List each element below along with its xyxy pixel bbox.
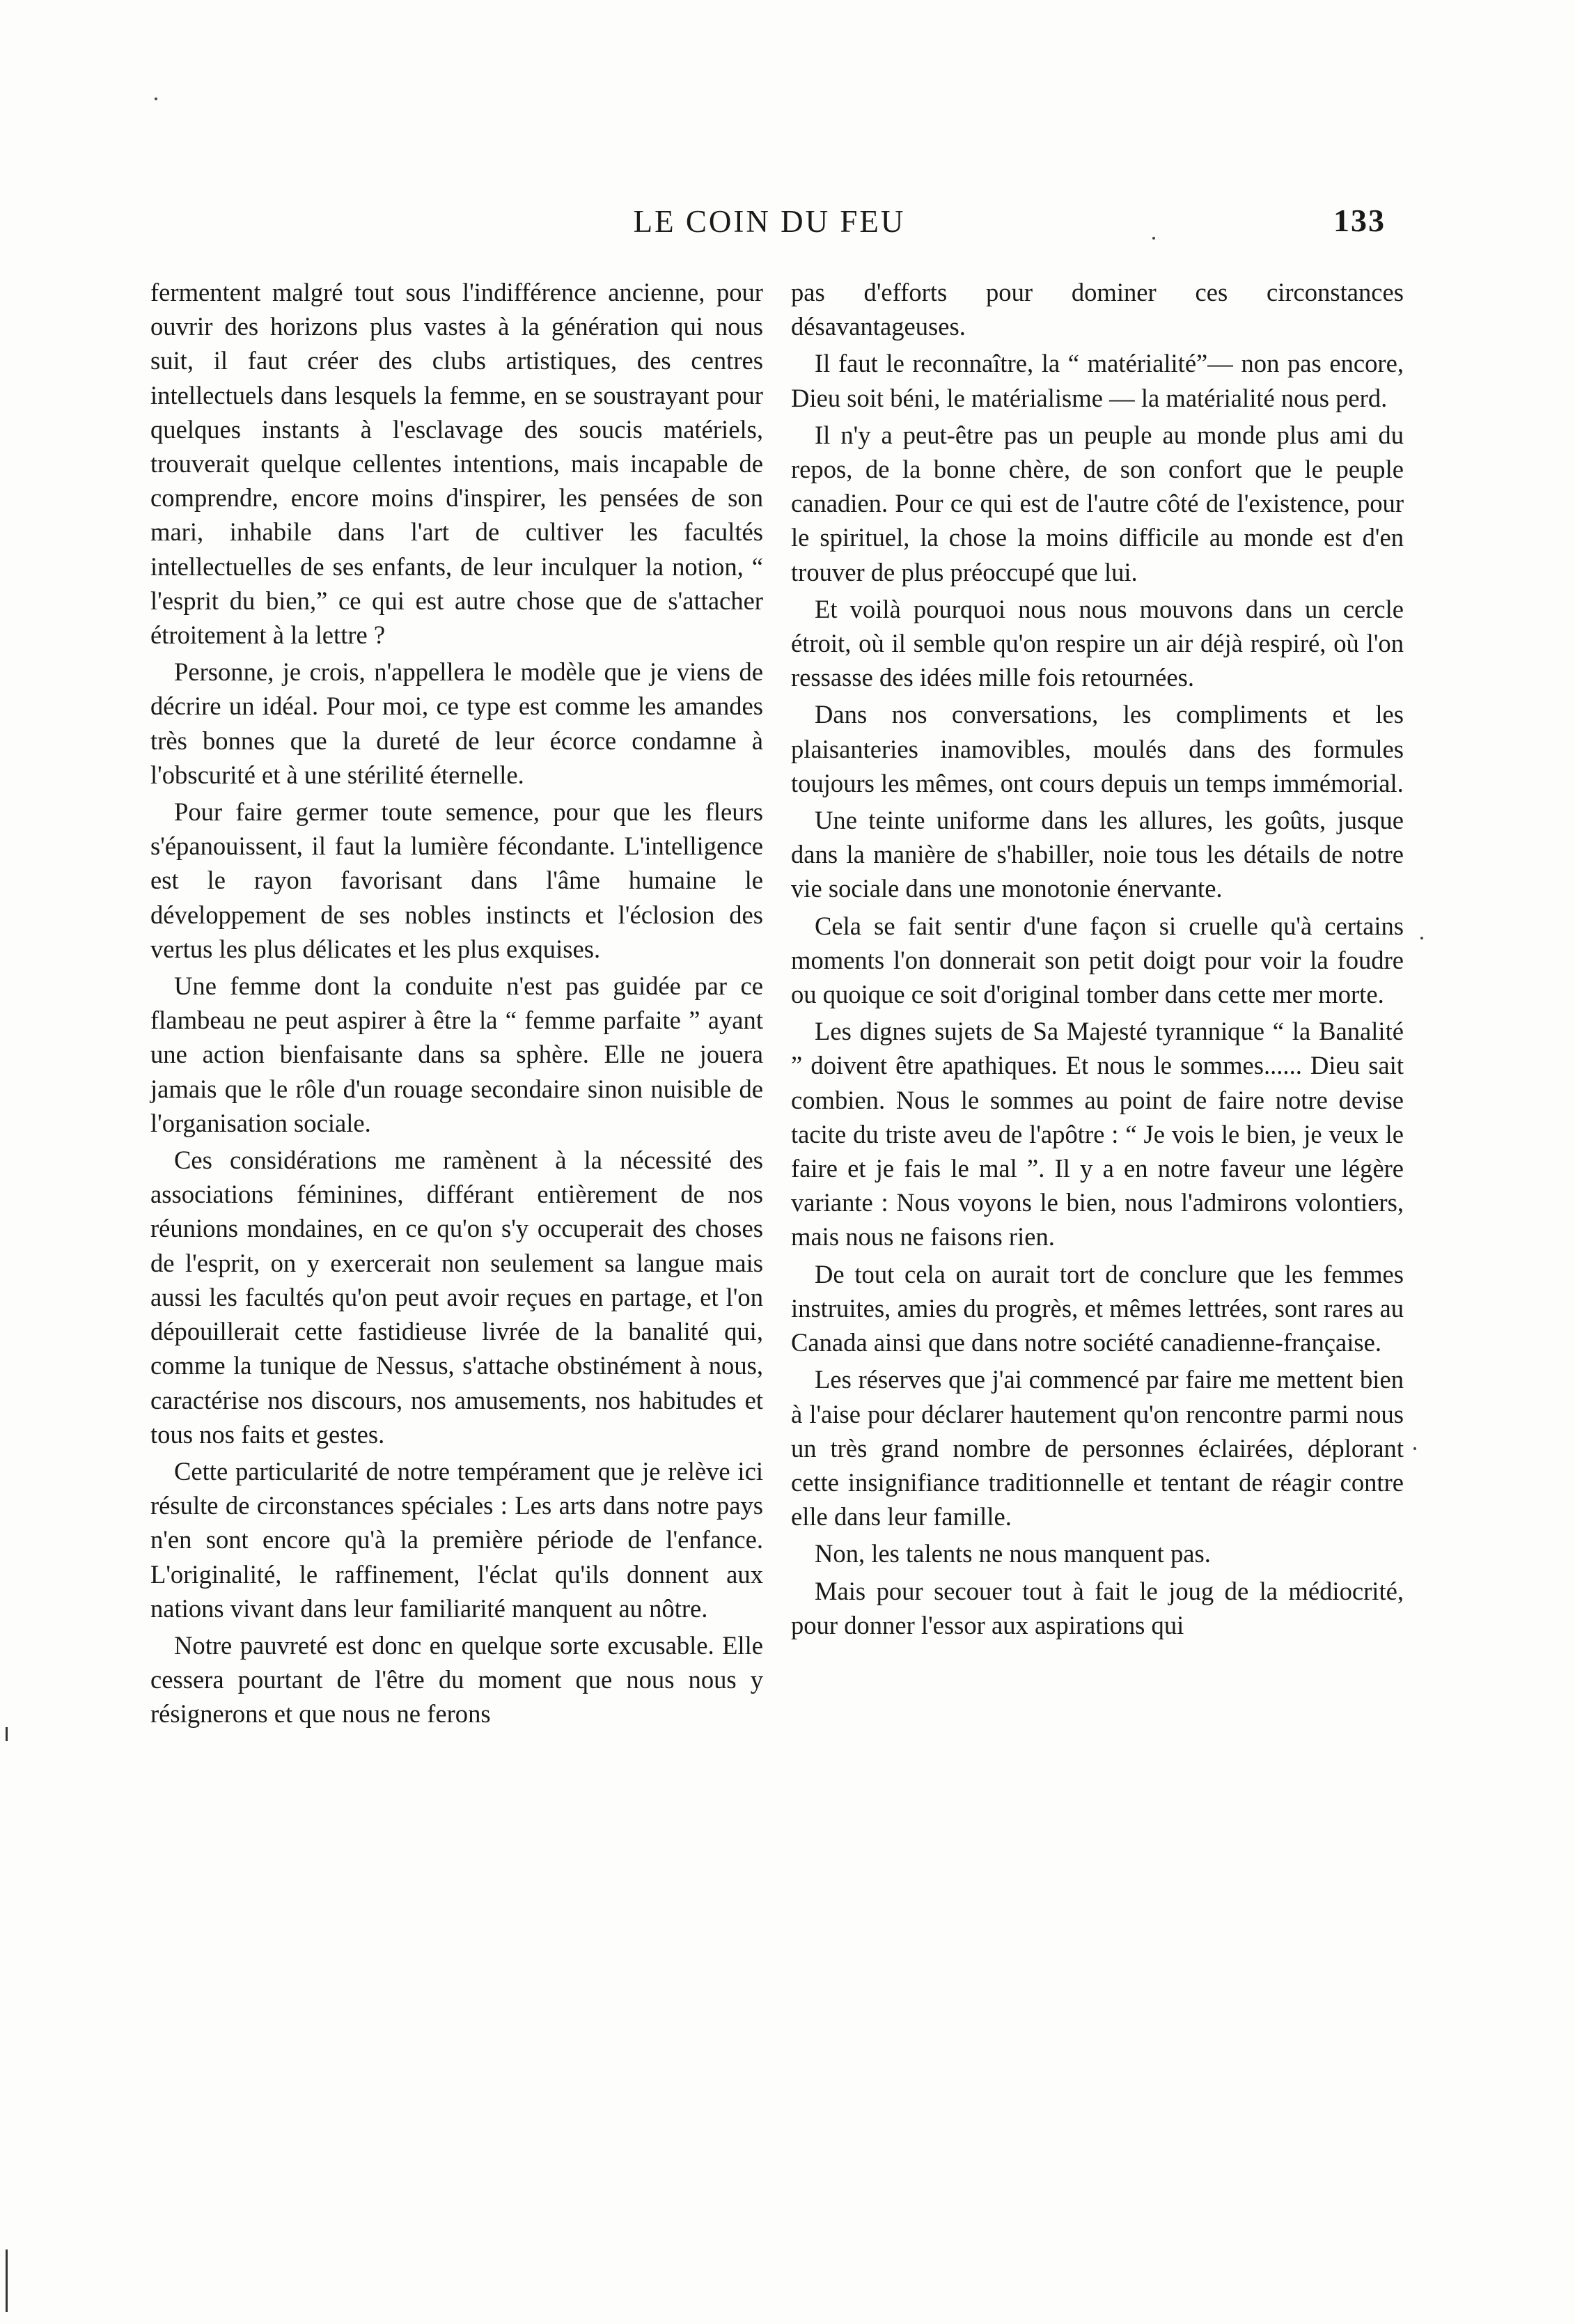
scan-speck <box>155 98 157 100</box>
page-number: 133 <box>1333 203 1386 238</box>
paragraph: pas d'efforts pour dominer ces circonstances désavantageuses. <box>791 278 1404 341</box>
paragraph: Il n'y a peut-être pas un peuple au monde plus ami du repos, de la bonne chère, de son confort que le peuple canadien. Pour ce qui est de l'autre côté de l'existence, pour le spirituel, la chose la moins difficile au monde est d'en trouver de plus préoccupé que lui. <box>791 420 1404 586</box>
paragraph: Il faut le reconnaître, la “ matérialité”— non pas encore, Dieu soit béni, le matérialisme — la matérialité nous perd. <box>791 349 1404 412</box>
scan-speck <box>1413 1447 1416 1450</box>
right-column <box>791 275 1404 1645</box>
paragraph: De tout cela on aurait tort de conclure que les femmes instruites, amies du progrès, et mêmes lettrées, sont rares au Canada ainsi que dans notre société canadienne-française. <box>791 1259 1404 1357</box>
paragraph: Pour faire germer toute semence, pour que les fleurs s'épanouissent, il faut la lumière fécondante. L'intelligence est le rayon favorisant dans l'âme humaine le développement de ses nobles instincts et l'éclosion des vertus les plus délicates et les plus exquises. <box>150 797 763 963</box>
paragraph: Ces considérations me ramènent à la nécessité des associations féminines, différant entièrement de nos réunions mondaines, en ce qu'on s'y occuperait des choses de l'esprit, on y exercerait non seulement sa langue mais aussi les facultés qu'on peut avoir reçues en partage, et l'on dépouillerait cette fastidieuse livrée de la banalité qui, comme la tunique de Nessus, s'attache obstinément à nous, caractérise nos discours, nos amusements, nos habitudes et tous nos faits et gestes. <box>150 1146 763 1449</box>
paragraph: Et voilà pourquoi nous nous mouvons dans un cercle étroit, où il semble qu'on respire un air déjà respiré, où l'on ressasse des idées mille fois retournées. <box>791 594 1404 692</box>
paragraph: Mais pour secouer tout à fait le joug de la médiocrité, pour donner l'essor aux aspirations qui <box>791 1576 1404 1639</box>
running-title: LE COIN DU FEU <box>633 204 906 239</box>
paragraph: Dans nos conversations, les compliments et les plaisanteries inamovibles, moulés dans des formules toujours les mêmes, ont cours depuis un temps immémorial. <box>791 700 1404 797</box>
paragraph: Cette particularité de notre tempérament que je relève ici résulte de circonstances spéciales : Les arts dans notre pays n'en sont encore qu'à la première période de l'enfance. L'originalité, le raffinement, l'éclat qu'ils donnent aux nations vivant dans leur familiarité manquent au nôtre. <box>150 1456 763 1623</box>
paragraph: Une teinte uniforme dans les allures, les goûts, jusque dans la manière de s'habiller, noie tous les détails de notre vie sociale dans une monotonie énervante. <box>791 806 1404 903</box>
paragraph: Les réserves que j'ai commencé par faire me mettent bien à l'aise pour déclarer hautement qu'on rencontre parmi nous un très grand nombre de personnes éclairées, déplorant cette insignifiance traditionnelle et tentant de réagir contre elle dans leur famille. <box>791 1365 1404 1531</box>
paragraph: fermentent malgré tout sous l'indifférence ancienne, pour ouvrir des horizons plus vastes à la génération qui nous suit, il faut créer des clubs artistiques, des centres intellectuels dans lesquels la femme, en se soustrayant pour quelques instants à l'esclavage des soucis matériels, trouverait quelque cellentes intentions, mais incapable de comprendre, encore moins d'inspirer, les pensées de son mari, inhabile dans l'art de cultiver les facultés intellectuelles de ses enfants, de leur inculquer la notion, “ l'esprit du bien,” ce qui est autre chose que de s'attacher étroitement à la lettre ? <box>150 278 763 650</box>
paragraph: Notre pauvreté est donc en quelque sorte excusable. Elle cessera pourtant de l'être du moment que nous nous y résignerons et que nous ne ferons <box>150 1630 763 1729</box>
paragraph: Personne, je crois, n'appellera le modèle que je viens de décrire un idéal. Pour moi, ce type est comme les amandes très bonnes que la dureté de leur écorce condamne à l'obscurité et à une stérilité éternelle. <box>150 657 763 789</box>
page-header <box>146 203 1393 245</box>
scan-speck <box>1420 937 1423 939</box>
paragraph: Les dignes sujets de Sa Majesté tyrannique “ la Banalité ” doivent être apathiques. Et nous le sommes...... Dieu sait combien. Nous le sommes au point de faire notre devise tacite du triste aveu de l'apôtre : “ Je vois le bien, je veux le faire et je fais le mal ”. Il y a en notre faveur une légère variante : Nous voyons le bien, nous l'admirons volontiers, mais nous ne faisons rien. <box>791 1017 1404 1251</box>
paragraph: Cela se fait sentir d'une façon si cruelle qu'à certains moments l'on donnerait son petit doigt pour voir la foudre ou quoique ce soit d'original tomber dans cette mer morte. <box>791 911 1404 1009</box>
scan-edge-mark <box>6 2249 8 2312</box>
scan-speck <box>1152 237 1155 240</box>
paragraph: Une femme dont la conduite n'est pas guidée par ce flambeau ne peut aspirer à être la “ femme parfaite ” ayant une action bienfaisante dans sa sphère. Elle ne jouera jamais que le rôle d'un rouage secondaire sinon nuisible de l'organisation sociale. <box>150 972 763 1137</box>
scan-edge-mark <box>6 1727 8 1741</box>
left-column <box>150 275 763 1734</box>
paragraph: Non, les talents ne nous manquent pas. <box>815 1539 1211 1568</box>
